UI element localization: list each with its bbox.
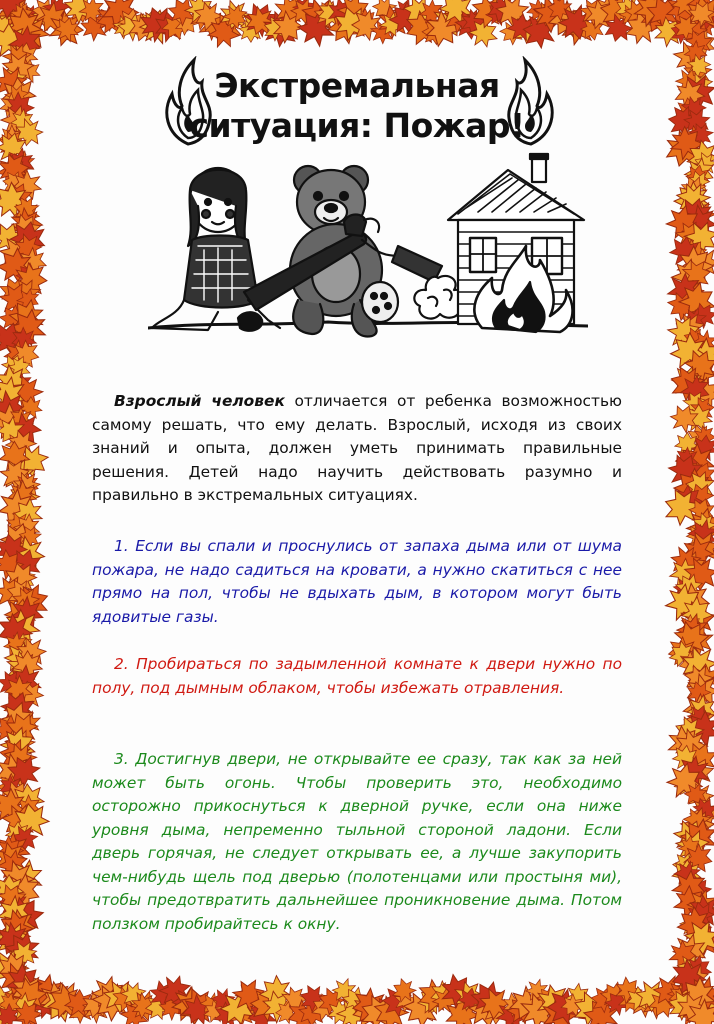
rule-2-text: 2. Пробираться по задымленной комнате к двери нужно по полу, под дымным облаком, чтобы избежать отравления. bbox=[92, 655, 622, 697]
rule-3-paragraph bbox=[92, 748, 622, 936]
intro-text: отличается от ребенка возможностью самому решать, что ему делать. Взрослый, исходя из своих знаний и опыта, должен уметь принимать правильные решения. Детей надо научить действовать разумно и правильно в экстремальных ситуациях. bbox=[92, 392, 622, 504]
intro-paragraph bbox=[92, 390, 622, 508]
title-line-2: ситуация: Пожар! bbox=[189, 106, 525, 145]
rule-1-paragraph bbox=[92, 535, 622, 629]
title-line-1: Экстремальная bbox=[214, 66, 500, 105]
rule-1-text: 1. Если вы спали и проснулись от запаха дыма или от шума пожара, не надо садиться на кровати, а нужно скатиться с нее прямо на пол, чтобы не вдыхать дым, в котором могут быть ядовитые газы. bbox=[92, 537, 622, 626]
page-title bbox=[150, 62, 564, 150]
fire-safety-illustration bbox=[148, 150, 588, 350]
rule-2-paragraph bbox=[92, 653, 622, 700]
rule-3-text: 3. Достигнув двери, не открывайте ее сразу, так как за ней может быть огонь. Чтобы проверить это, необходимо осторожно прикоснуться к дверной ручке, если она ниже уровня дыма, непременно тыльной стороной ладони. Если дверь горячая, не следует открывать ее, а лучше закупорить чем-нибудь щель под дверью (полотенцами или простыня ми), чтобы предотвратить дальнейшее проникновение дыма. Потом ползком пробирайтесь к окну. bbox=[92, 750, 622, 933]
intro-bold-lead: Взрослый человек bbox=[114, 392, 285, 410]
